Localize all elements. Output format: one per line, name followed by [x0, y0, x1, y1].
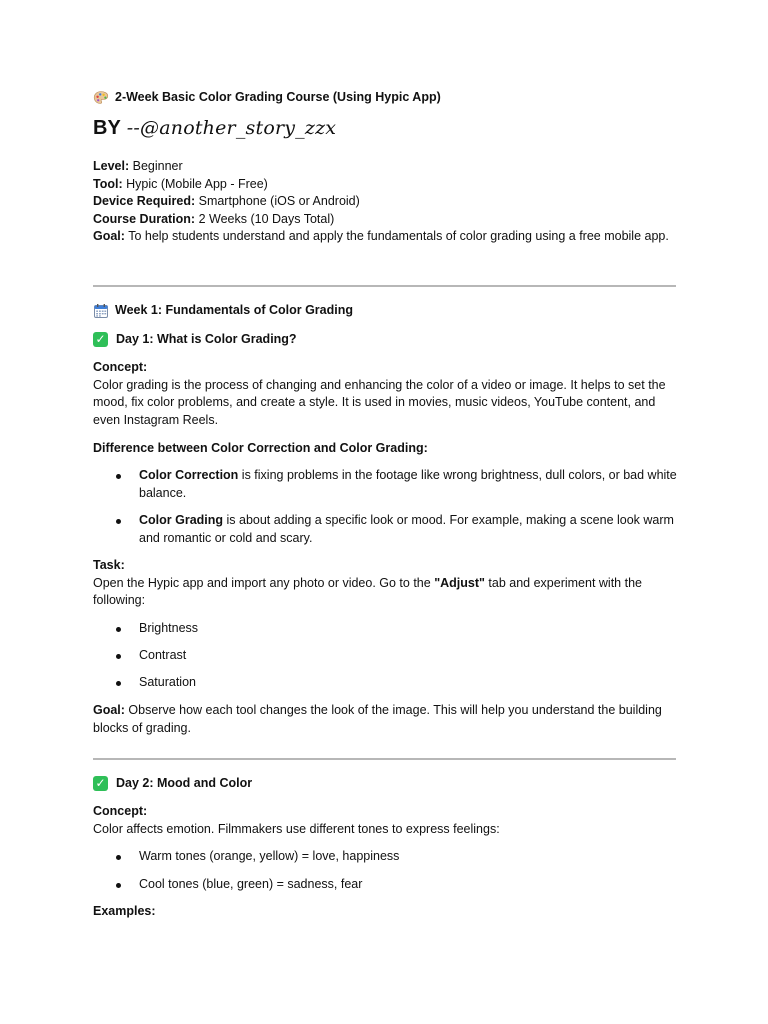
tool-label: Tool: — [93, 176, 123, 191]
tool-value: Hypic (Mobile App - Free) — [126, 176, 268, 191]
device-value: Smartphone (iOS or Android) — [198, 194, 360, 209]
goal-label: Goal: — [93, 229, 125, 244]
task-item-1 — [93, 620, 683, 638]
tone-item-1 — [93, 848, 683, 866]
list-item-text: is about adding a specific look or mood. For example, making a scene look warm and romantic or cold and scary. — [139, 513, 674, 545]
day1-goal — [93, 702, 683, 737]
day1-title: Day 1: What is Color Grading? — [116, 332, 297, 346]
list-item: Cool tones (blue, green) = sadness, fear — [93, 876, 683, 894]
list-item — [93, 467, 683, 502]
task-text-before: Open the Hypic app and import any photo or video. Go to the — [93, 575, 435, 590]
duration-line — [93, 211, 683, 229]
tone-item-2 — [93, 876, 683, 894]
device-label: Device Required: — [93, 194, 196, 209]
list-item: Contrast — [93, 647, 683, 665]
list-item-term: Color Grading — [139, 513, 224, 527]
device-line — [93, 193, 683, 211]
day2-concept-text: Color affects emotion. Filmmakers use different tones to express feelings: — [93, 821, 500, 836]
duration-value: 2 Weeks (10 Days Total) — [198, 211, 335, 226]
palette-icon — [93, 90, 109, 106]
check-mark-icon: ✓ — [93, 776, 108, 791]
duration-label: Course Duration: — [93, 211, 196, 226]
author-handle: --@another_story_zzx — [126, 117, 337, 139]
check-mark-icon: ✓ — [93, 332, 108, 347]
level-label: Level: — [93, 159, 130, 173]
day2-title: Day 2: Mood and Color — [116, 776, 253, 790]
day1-task — [93, 557, 683, 610]
day2-heading — [93, 775, 683, 793]
tool-line — [93, 176, 683, 194]
divider — [93, 285, 676, 287]
task-item-3 — [93, 674, 683, 692]
goal-value: To help students understand and apply the fundamentals of color grading using a free mobile app. — [128, 229, 669, 244]
list-item-term: Color Correction — [139, 468, 239, 482]
list-item-text: is fixing problems in the footage like wrong brightness, dull colors, or bad white balance. — [139, 468, 677, 500]
level-line — [93, 158, 683, 176]
list-item: Warm tones (orange, yellow) = love, happiness — [93, 848, 683, 866]
task-label: Task: — [93, 558, 125, 572]
byline — [93, 117, 683, 139]
day1-concept-label: Concept: — [93, 360, 148, 374]
day2-examples — [93, 903, 683, 921]
by-label: BY — [93, 117, 121, 139]
day1-concept-text: Color grading is the process of changing and enhancing the color of a video or image. It helps to set the mood, fix color problems, and create a style. It is used in movies, music videos, YouTube content, and even Instagram Reels. — [93, 377, 666, 427]
day1-heading — [93, 331, 683, 349]
list-item: Brightness — [93, 620, 683, 638]
list-item: Saturation — [93, 674, 683, 692]
task-item-2 — [93, 647, 683, 665]
goal-line — [93, 228, 683, 246]
day1-concept — [93, 359, 683, 429]
course-title-line — [93, 89, 683, 107]
course-title: 2-Week Basic Color Grading Course (Using Hypic App) — [115, 90, 441, 104]
calendar-icon — [93, 303, 109, 319]
week1-heading — [93, 302, 683, 320]
day1-goal-label: Goal: — [93, 703, 125, 717]
examples-label: Examples: — [93, 904, 156, 918]
task-text-adjust: "Adjust" — [434, 575, 485, 590]
day2-concept-label: Concept: — [93, 804, 148, 818]
week1-title: Week 1: Fundamentals of Color Grading — [115, 303, 353, 317]
divider — [93, 758, 676, 760]
day2-concept — [93, 803, 683, 838]
level-value: Beginner — [132, 159, 183, 173]
day1-goal-text: Observe how each tool changes the look of the image. This will help you understand the building blocks of grading. — [93, 703, 662, 735]
difference-list-2 — [93, 512, 683, 547]
difference-heading — [93, 440, 683, 458]
difference-heading-text: Difference between Color Correction and Color Grading: — [93, 441, 428, 455]
list-item — [93, 512, 683, 547]
difference-list — [93, 467, 683, 502]
course-info — [93, 158, 683, 246]
task-text — [93, 575, 683, 610]
task-text-after: tab and experiment with the following: — [93, 575, 642, 608]
